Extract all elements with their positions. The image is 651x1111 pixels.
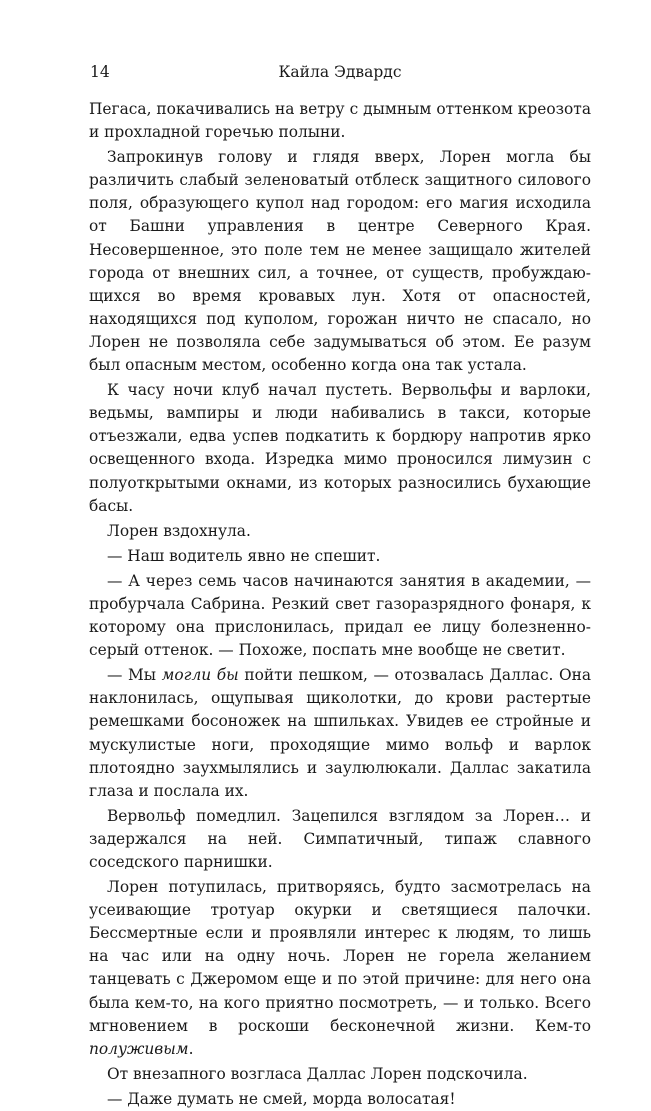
text-segment: — Даже думать не смей, морда волосатая! bbox=[107, 1089, 456, 1108]
paragraph bbox=[89, 545, 591, 568]
paragraph bbox=[89, 664, 591, 803]
paragraph bbox=[89, 98, 591, 144]
text-segment: К часу ночи клуб начал пустеть. Вервольфы и варлоки, ведьмы, вампиры и люди набивались в такси, которые отъезжали, едва успев подкатить к бордюру напротив ярко освещенного входа. Изредка мимо проносился лимузин с полуоткрытыми окнами, из которых разносились бухающие басы. bbox=[89, 381, 591, 515]
text-segment: Лорен вздохнула. bbox=[107, 521, 251, 540]
running-title: Кайла Эдвардс bbox=[278, 63, 402, 81]
text-segment: От внезапного возгласа Даллас Лорен подскочила. bbox=[107, 1064, 528, 1083]
text-segment: . bbox=[188, 1039, 194, 1058]
text-segment: пойти пешком, — отозвалась Даллас. Она наклонилась, ощупывая щиколотки, до крови растертые ремешками босоножек на шпильках. Увидев ее стройные и мускулистые ноги, проходящие мимо вольф и варлок плотоядно заухмылялись и заулюлюкали. Даллас закатила глаза и послала их. bbox=[89, 666, 592, 800]
text-segment: Лорен потупилась, притворяясь, будто засмотрелась на усеивающие тротуар окурки и светящиеся палочки. Бессмертные если и проявляли интерес к людям, то лишь на час или на одну ночь. Лорен не горела желанием танцевать с Джеромом еще и по этой причине: для него она была кем-то, на кого приятно посмотреть, — и только. Всего мгновением в роскоши бесконечной жизни. Кем-то bbox=[89, 878, 591, 1035]
text-segment: Запрокинув голову и глядя вверх, Лорен могла бы различить слабый зеленоватый отблеск защитного силового поля, образующего купол над городом: его магия исходила от Башни управления в центре Северного Края. Несовершенное, это поле тем не менее защищало жителей города от внешних сил, а точнее, от существ, пробуждающихся во время кровавых лун. Хотя от опасностей, находящихся под куполом, горожан ничто не спасало, но Лорен не позволяла себе задумываться об этом. Ее разум был опасным местом, особенно когда она так устала. bbox=[89, 148, 591, 375]
page-header bbox=[90, 63, 590, 87]
paragraph bbox=[89, 876, 591, 1061]
paragraph bbox=[89, 379, 591, 518]
text-segment: — Мы bbox=[107, 666, 162, 685]
page-number: 14 bbox=[90, 63, 110, 81]
paragraph bbox=[89, 570, 591, 662]
paragraph bbox=[89, 805, 591, 874]
text-segment: — Наш водитель явно не спешит. bbox=[107, 546, 381, 565]
italic-text: могли бы bbox=[161, 666, 239, 685]
text-segment: Вервольф помедлил. Зацепился взглядом за Лорен… и задержался на ней. Симпатичный, типаж славного соседского парнишки. bbox=[89, 806, 591, 871]
text-segment: — А через семь часов начинаются занятия в академии, — пробурчала Сабрина. Резкий свет газоразрядного фонаря, к которому она прислонилась, придал ее лицу болезненно-серый оттенок. — Похоже, поспать мне вообще не светит. bbox=[89, 571, 591, 660]
paragraph bbox=[89, 1088, 591, 1111]
paragraph bbox=[89, 146, 591, 377]
paragraph bbox=[89, 520, 591, 543]
body-text bbox=[89, 98, 591, 1111]
italic-text: полуживым bbox=[89, 1039, 189, 1058]
text-segment: Пегаса, покачивались на ветру с дымным оттенком креозота и прохладной горечью полыни. bbox=[89, 100, 591, 142]
paragraph bbox=[89, 1063, 591, 1086]
